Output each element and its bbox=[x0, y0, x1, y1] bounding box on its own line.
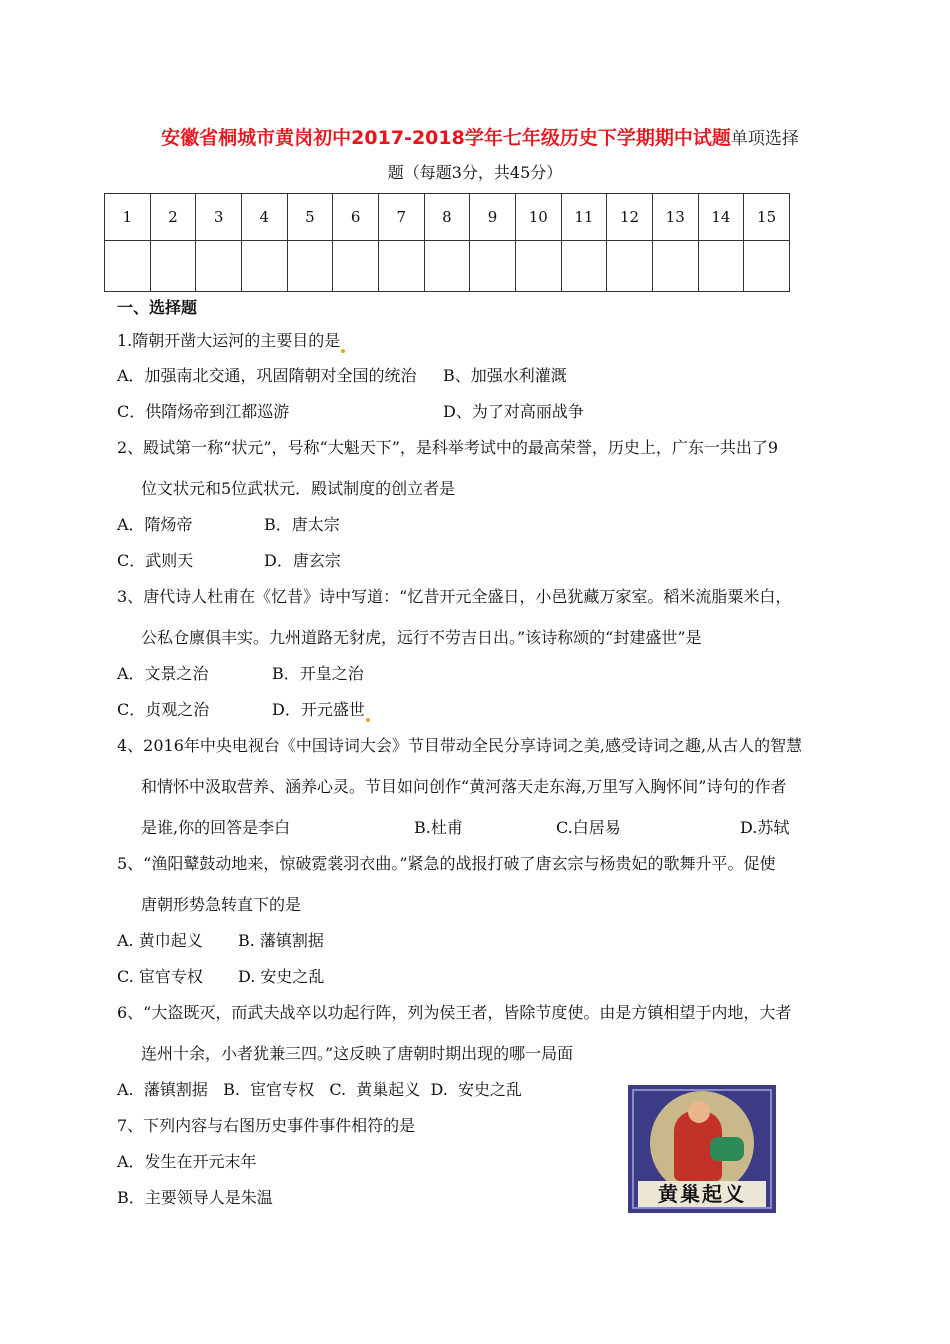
question-2-stem-line-2: 位文状元和5位武状元．殿试制度的创立者是 bbox=[141, 479, 456, 498]
answer-cell[interactable] bbox=[196, 241, 242, 292]
question-1-stem: 1.隋朝开凿大运河的主要目的是 bbox=[117, 329, 345, 353]
answer-number: 15 bbox=[744, 194, 790, 241]
question-3-option-d: D．开元盛世 bbox=[272, 698, 370, 722]
question-7-option-a: A．发生在开元末年 bbox=[117, 1152, 257, 1171]
question-3-option-a: A．文景之治 bbox=[117, 664, 209, 683]
exam-title: 安徽省桐城市黄岗初中2017-2018学年七年级历史下学期期中试题 bbox=[161, 127, 731, 149]
answer-table-blank-row bbox=[105, 241, 790, 292]
question-5-option-d: D. 安史之乱 bbox=[238, 967, 325, 986]
exam-subtitle: 题（每题3分，共45分） bbox=[387, 163, 563, 182]
question-2-option-c: C．武则天 bbox=[117, 551, 194, 570]
question-6-stem-line-1: 6、“大盗既灭，而武夫战卒以功起行阵，列为侯王者，皆除节度使。由是方镇相望于内地，大者 bbox=[117, 1003, 792, 1022]
question-5-stem-line-2: 唐朝形势急转直下的是 bbox=[141, 895, 302, 914]
question-5-option-c: C. 宦官专权 bbox=[117, 967, 203, 986]
answer-number: 3 bbox=[196, 194, 242, 241]
question-2-option-a: A．隋炀帝 bbox=[117, 515, 193, 534]
answer-number: 14 bbox=[698, 194, 744, 241]
question-2-option-d: D．唐玄宗 bbox=[264, 551, 341, 570]
answer-cell[interactable] bbox=[744, 241, 790, 292]
answer-table-numbers-row bbox=[105, 194, 790, 241]
answer-cell[interactable] bbox=[470, 241, 516, 292]
answer-number: 10 bbox=[515, 194, 561, 241]
answer-number: 1 bbox=[105, 194, 151, 241]
answer-number: 7 bbox=[378, 194, 424, 241]
exam-title-line bbox=[100, 124, 860, 153]
answer-number: 4 bbox=[241, 194, 287, 241]
huangchao-uprising-picture bbox=[628, 1085, 776, 1213]
answer-number: 6 bbox=[333, 194, 379, 241]
exam-title-tail: 单项选择 bbox=[730, 129, 799, 149]
answer-number: 8 bbox=[424, 194, 470, 241]
question-1-option-b: B、加强水利灌溉 bbox=[443, 366, 567, 385]
answer-cell[interactable] bbox=[698, 241, 744, 292]
picture-caption: 黄巢起义 bbox=[638, 1181, 766, 1207]
answer-number: 2 bbox=[150, 194, 196, 241]
question-2-option-b: B．唐太宗 bbox=[264, 515, 340, 534]
question-7-option-b: B．主要领导人是朱温 bbox=[117, 1188, 273, 1207]
answer-cell[interactable] bbox=[652, 241, 698, 292]
question-4-option-d: D.苏轼 bbox=[740, 818, 790, 837]
answer-cell[interactable] bbox=[105, 241, 151, 292]
answer-number: 12 bbox=[607, 194, 653, 241]
question-5-option-a: A. 黄巾起义 bbox=[117, 931, 203, 950]
question-2-stem-line-1: 2、殿试第一称“状元”，号称“大魁天下”，是科举考试中的最高荣誉，历史上，广东一共出了9 bbox=[117, 438, 779, 457]
answer-table bbox=[104, 193, 790, 292]
question-6-options: A. 藩镇割据 B. 宦官专权 C. 黄巢起义 D. 安史之乱 bbox=[117, 1080, 522, 1099]
question-6-stem-line-2: 连州十余，小者犹兼三四。”这反映了唐朝时期出现的哪一局面 bbox=[141, 1044, 574, 1063]
answer-cell[interactable] bbox=[378, 241, 424, 292]
question-3-stem-line-1: 3、唐代诗人杜甫在《忆昔》诗中写道：“忆昔开元全盛日，小邑犹藏万家室。稻米流脂粟米白， bbox=[117, 587, 792, 606]
answer-number: 11 bbox=[561, 194, 607, 241]
answer-cell[interactable] bbox=[515, 241, 561, 292]
section-title: 一、选择题 bbox=[117, 298, 198, 317]
question-4-stem-line-2: 和情怀中汲取营养、涵养心灵。节目如问创作“黄河落天走东海,万里写入胸怀间”诗句的作者 bbox=[141, 777, 787, 796]
mark-dot bbox=[366, 718, 370, 722]
answer-cell[interactable] bbox=[287, 241, 333, 292]
answer-cell[interactable] bbox=[333, 241, 379, 292]
question-3-option-b: B．开皇之治 bbox=[272, 664, 364, 683]
question-5-option-b: B. 藩镇割据 bbox=[238, 931, 324, 950]
answer-cell[interactable] bbox=[424, 241, 470, 292]
question-4-stem-line-3: 是谁,你的回答是李白 bbox=[141, 818, 291, 837]
mark-dot bbox=[341, 349, 345, 353]
question-4-stem-line-1: 4、2016年中央电视台《中国诗词大会》节目带动全民分享诗词之美,感受诗词之趣,从古人的智慧 bbox=[117, 736, 803, 755]
answer-cell[interactable] bbox=[607, 241, 653, 292]
answer-number: 5 bbox=[287, 194, 333, 241]
picture-figure-sleeve bbox=[710, 1137, 744, 1161]
question-4-option-b: B.杜甫 bbox=[414, 818, 463, 837]
answer-cell[interactable] bbox=[150, 241, 196, 292]
question-4-option-c: C.白居易 bbox=[556, 818, 621, 837]
question-1-option-d: D、为了对高丽战争 bbox=[443, 402, 584, 421]
picture-figure-face bbox=[688, 1101, 710, 1123]
answer-number: 13 bbox=[652, 194, 698, 241]
answer-cell[interactable] bbox=[561, 241, 607, 292]
question-1-option-a: A．加强南北交通，巩固隋朝对全国的统治 bbox=[117, 366, 417, 385]
question-3-stem-line-2: 公私仓廪俱丰实。九州道路无豺虎，远行不劳吉日出。”该诗称颂的“封建盛世”是 bbox=[141, 628, 702, 647]
answer-cell[interactable] bbox=[241, 241, 287, 292]
answer-number: 9 bbox=[470, 194, 516, 241]
question-1-option-c: C．供隋炀帝到江都巡游 bbox=[117, 402, 290, 421]
question-7-stem: 7、下列内容与右图历史事件事件相符的是 bbox=[117, 1116, 416, 1135]
question-5-stem-line-1: 5、“渔阳鼙鼓动地来，惊破霓裳羽衣曲。”紧急的战报打破了唐玄宗与杨贵妃的歌舞升平。促使 bbox=[117, 854, 776, 873]
question-3-option-c: C．贞观之治 bbox=[117, 700, 210, 719]
